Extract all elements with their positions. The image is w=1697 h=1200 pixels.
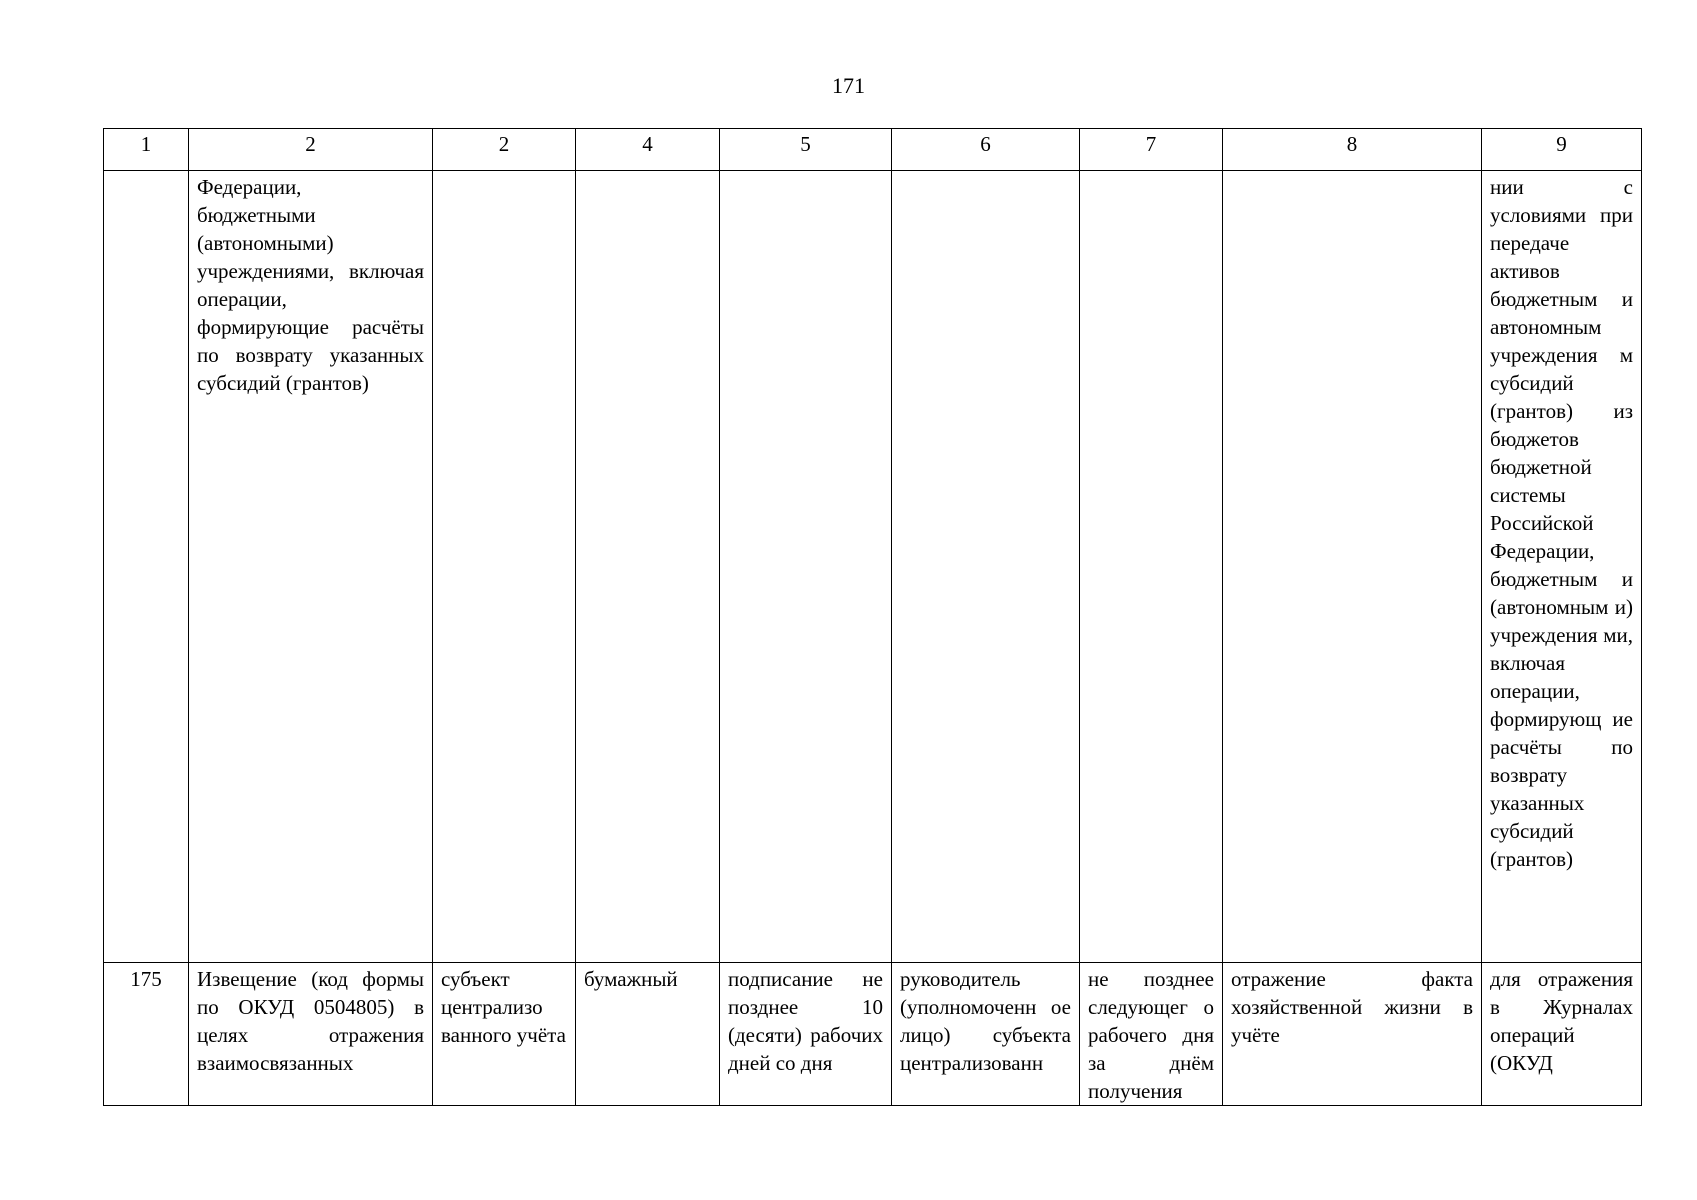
table-header-row: [104, 129, 1642, 171]
header-cell: 4: [576, 129, 720, 171]
table-cell: [892, 171, 1080, 963]
table-cell: [576, 171, 720, 963]
table-cell: Федерации, бюджетными (автономными) учреждениями, включая операции, формирующие расчёты по возврату указанных субсидий (грантов): [189, 171, 433, 963]
table-cell: [1223, 171, 1482, 963]
header-cell: 1: [104, 129, 189, 171]
header-cell: 2: [189, 129, 433, 171]
table-cell: для отражения в Журналах операций (ОКУД: [1482, 963, 1642, 1106]
table-row: [104, 963, 1642, 1106]
table-cell: [720, 171, 892, 963]
table-cell: отражение факта хозяйственной жизни в учёте: [1223, 963, 1482, 1106]
row-number-cell: 175: [104, 963, 189, 1106]
header-cell: 6: [892, 129, 1080, 171]
header-cell: 9: [1482, 129, 1642, 171]
header-cell: 7: [1080, 129, 1223, 171]
table-cell: субъект централизо ванного учёта: [433, 963, 576, 1106]
table-cell: [433, 171, 576, 963]
table-cell: руководитель (уполномоченн ое лицо) субъекта централизованн: [892, 963, 1080, 1106]
page-number: 171: [832, 73, 865, 98]
table-row: [104, 171, 1642, 963]
table-cell: подписание не позднее 10 (десяти) рабочих дней со дня: [720, 963, 892, 1106]
header-cell: 2: [433, 129, 576, 171]
table-cell: не позднее следующег о рабочего дня за днём получения: [1080, 963, 1223, 1106]
header-cell: 8: [1223, 129, 1482, 171]
table-cell: нии с условиями при передаче активов бюджетным и автономным учреждения м субсидий (грантов) из бюджетов бюджетной системы Российской Федерации, бюджетным и (автономным и) учреждения ми, включая операции, формирующ ие расчёты по возврату указанных субсидий (грантов): [1482, 171, 1642, 963]
document-table: [103, 128, 1642, 1106]
table-cell: бумажный: [576, 963, 720, 1106]
table-cell: [104, 171, 189, 963]
table-cell: [1080, 171, 1223, 963]
header-cell: 5: [720, 129, 892, 171]
table-cell: Извещение (код формы по ОКУД 0504805) в целях отражения взаимосвязанных: [189, 963, 433, 1106]
